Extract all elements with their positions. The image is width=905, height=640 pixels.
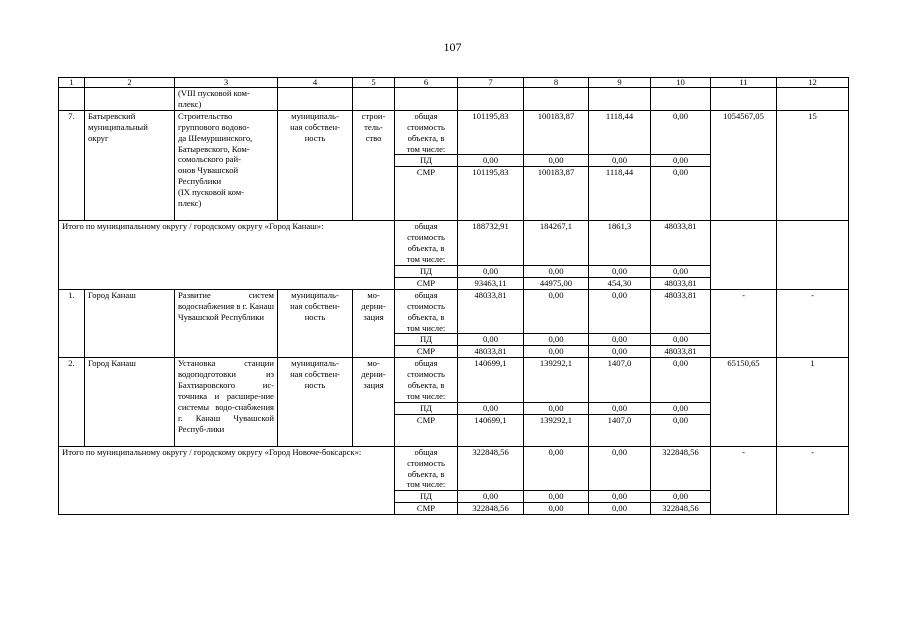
- value-cell: 322848,56: [458, 446, 524, 491]
- value-cell: 322848,56: [651, 446, 711, 491]
- value-cell: 0,00: [651, 402, 711, 414]
- header-cell: 12: [777, 78, 849, 88]
- value-cell: 0,00: [458, 491, 524, 503]
- subtotal-row: [59, 221, 849, 266]
- ownership-cell: муниципаль- ная собствен- ность: [278, 110, 353, 221]
- value-cell: 0,00: [651, 358, 711, 403]
- ownership-cell: муниципаль- ная собствен- ность: [278, 289, 353, 357]
- value-cell: 0,00: [524, 491, 589, 503]
- value-cell: 48033,81: [651, 221, 711, 266]
- value-cell: 0,00: [458, 155, 524, 167]
- header-cell: 6: [395, 78, 458, 88]
- work-type-cell: мо- дерни- зация: [353, 289, 395, 357]
- value-cell: 0,00: [524, 155, 589, 167]
- value-cell: 139292,1: [524, 358, 589, 403]
- value-cell: 140699,1: [458, 358, 524, 403]
- value-cell: 0,00: [589, 402, 651, 414]
- header-cell: 4: [278, 78, 353, 88]
- value-cell: 0,00: [589, 334, 651, 346]
- value-cell: 322848,56: [651, 503, 711, 515]
- value-cell: 188732,91: [458, 221, 524, 266]
- continuation-row: [59, 88, 849, 111]
- header-cell: 5: [353, 78, 395, 88]
- value-cell: 0,00: [589, 346, 651, 358]
- value-cell: 0,00: [524, 503, 589, 515]
- col12-cell: -: [777, 446, 849, 514]
- value-cell: 1118,44: [589, 110, 651, 155]
- value-cell: 48033,81: [651, 346, 711, 358]
- col11-cell: 1054567,05: [711, 110, 777, 221]
- value-cell: 48033,81: [458, 289, 524, 334]
- value-cell: 0,00: [524, 402, 589, 414]
- pd-label: ПД: [395, 155, 458, 167]
- value-cell: 1407,0: [589, 358, 651, 403]
- ownership-cell: муниципаль- ная собствен- ность: [278, 358, 353, 447]
- total-cost-label: общая стоимость объекта, в том числе:: [395, 446, 458, 491]
- value-cell: 101195,83: [458, 110, 524, 155]
- value-cell: 0,00: [589, 446, 651, 491]
- value-cell: 0,00: [651, 414, 711, 446]
- subtotal-label: Итого по муниципальному округу / городскому округу «Город Новоче-боксарск»:: [59, 446, 395, 514]
- header-cell: 9: [589, 78, 651, 88]
- header-cell: 8: [524, 78, 589, 88]
- territory-cell: Город Канаш: [85, 358, 175, 447]
- value-cell: 1118,44: [589, 167, 651, 221]
- col11-cell: 65150,65: [711, 358, 777, 447]
- value-cell: 0,00: [651, 334, 711, 346]
- value-cell: 140699,1: [458, 414, 524, 446]
- table-row: [59, 110, 849, 155]
- object-name-cell: Строительство группового водово- да Шемуршинского, Батыревского, Ком- сомольского рай- онов Чувашской Республики (IX пусковой ком- плекс): [175, 110, 278, 221]
- value-cell: 100183,87: [524, 110, 589, 155]
- value-cell: 0,00: [524, 334, 589, 346]
- value-cell: 0,00: [524, 346, 589, 358]
- value-cell: 0,00: [651, 491, 711, 503]
- total-cost-label: общая стоимость объекта, в том числе:: [395, 221, 458, 266]
- subtotal-label: Итого по муниципальному округу / городскому округу «Город Канаш»:: [59, 221, 395, 289]
- pd-label: ПД: [395, 491, 458, 503]
- table-row: [59, 358, 849, 403]
- header-cell: 2: [85, 78, 175, 88]
- investment-table: [58, 77, 849, 515]
- pd-label: ПД: [395, 265, 458, 277]
- total-cost-label: общая стоимость объекта, в том числе:: [395, 358, 458, 403]
- territory-cell: Батыревский муниципальный округ: [85, 110, 175, 221]
- col12-cell: -: [777, 289, 849, 357]
- header-cell: 11: [711, 78, 777, 88]
- value-cell: 0,00: [524, 289, 589, 334]
- value-cell: 322848,56: [458, 503, 524, 515]
- value-cell: 0,00: [651, 155, 711, 167]
- header-cell: 10: [651, 78, 711, 88]
- work-type-cell: мо- дерни- зация: [353, 358, 395, 447]
- header-row: [59, 78, 849, 88]
- value-cell: 0,00: [458, 334, 524, 346]
- smr-label: СМР: [395, 346, 458, 358]
- smr-label: СМР: [395, 503, 458, 515]
- row-number: 7.: [59, 110, 85, 221]
- value-cell: 100183,87: [524, 167, 589, 221]
- header-cell: 3: [175, 78, 278, 88]
- value-cell: 139292,1: [524, 414, 589, 446]
- value-cell: 454,30: [589, 277, 651, 289]
- value-cell: 44975,00: [524, 277, 589, 289]
- total-cost-label: общая стоимость объекта, в том числе:: [395, 289, 458, 334]
- value-cell: 48033,81: [651, 289, 711, 334]
- value-cell: 0,00: [458, 402, 524, 414]
- value-cell: 1861,3: [589, 221, 651, 266]
- value-cell: 0,00: [651, 167, 711, 221]
- value-cell: 0,00: [651, 110, 711, 155]
- col11-cell: -: [711, 289, 777, 357]
- continuation-text: (VIII пусковой ком- плекс): [175, 88, 278, 111]
- value-cell: 1407,0: [589, 414, 651, 446]
- value-cell: 0,00: [589, 503, 651, 515]
- value-cell: 93463,11: [458, 277, 524, 289]
- value-cell: 0,00: [651, 265, 711, 277]
- table-row: [59, 289, 849, 334]
- object-name-cell: Установка станции водоподготовки из Бахтиаровского ис-точника и расшире-ние системы водо-снабжения г. Канаш Чувашской Респуб-лики: [175, 358, 278, 447]
- col12-cell: 1: [777, 358, 849, 447]
- smr-label: СМР: [395, 167, 458, 221]
- value-cell: 0,00: [589, 491, 651, 503]
- value-cell: 101195,83: [458, 167, 524, 221]
- object-name-cell: Развитие систем водоснабжения в г. Канаш Чувашской Республики: [175, 289, 278, 357]
- smr-label: СМР: [395, 277, 458, 289]
- value-cell: 0,00: [589, 155, 651, 167]
- header-cell: 1: [59, 78, 85, 88]
- territory-cell: Город Канаш: [85, 289, 175, 357]
- col12-cell: 15: [777, 110, 849, 221]
- value-cell: 184267,1: [524, 221, 589, 266]
- work-type-cell: строи- тель- ство: [353, 110, 395, 221]
- subtotal-row: [59, 446, 849, 491]
- value-cell: 0,00: [524, 446, 589, 491]
- value-cell: 48033,81: [458, 346, 524, 358]
- total-cost-label: общая стоимость объекта, в том числе:: [395, 110, 458, 155]
- page-number: 107: [443, 40, 462, 54]
- value-cell: 0,00: [589, 265, 651, 277]
- header-cell: 7: [458, 78, 524, 88]
- smr-label: СМР: [395, 414, 458, 446]
- pd-label: ПД: [395, 334, 458, 346]
- value-cell: 0,00: [589, 289, 651, 334]
- value-cell: 48033,81: [651, 277, 711, 289]
- row-number: 2.: [59, 358, 85, 447]
- value-cell: 0,00: [458, 265, 524, 277]
- pd-label: ПД: [395, 402, 458, 414]
- value-cell: 0,00: [524, 265, 589, 277]
- row-number: 1.: [59, 289, 85, 357]
- col11-cell: -: [711, 446, 777, 514]
